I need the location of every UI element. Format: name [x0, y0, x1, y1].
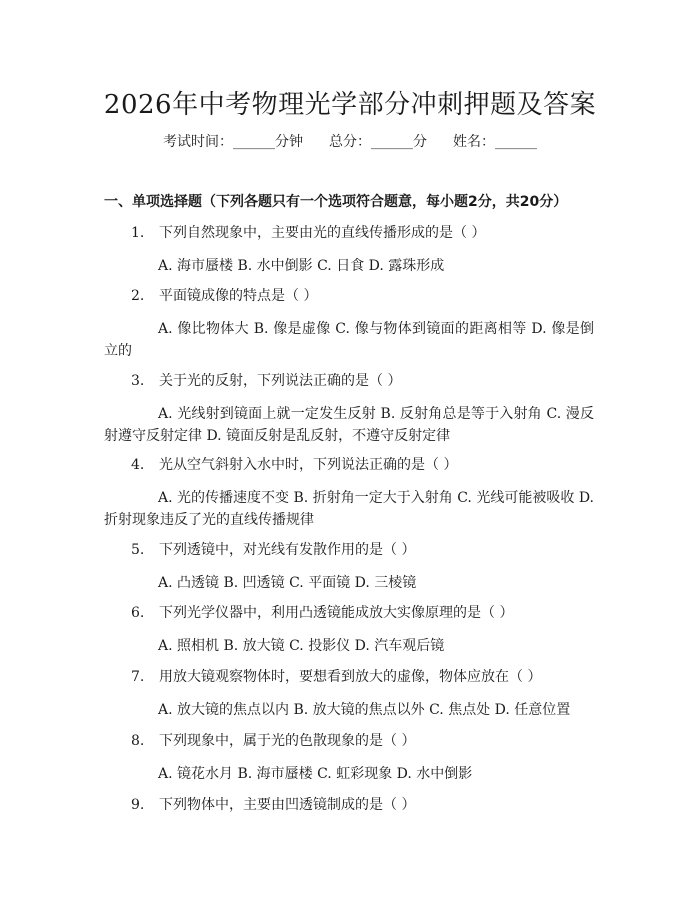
question-number: 9.: [131, 797, 145, 813]
question-stem: 光从空气斜射入水中时，下列说法正确的是（ ）: [159, 457, 458, 473]
question-number: 4.: [131, 457, 145, 473]
exam-time-field: 考试时间：______分钟: [163, 134, 303, 150]
total-score-field: 总分：______分: [329, 134, 427, 150]
question-stem: 下列透镜中，对光线有发散作用的是（ ）: [159, 542, 416, 558]
question-stem: 下列现象中，属于光的色散现象的是（ ）: [159, 733, 416, 749]
exam-meta: [0, 131, 700, 151]
question-number: 5.: [131, 542, 145, 558]
question-options: A. 放大镜的焦点以内 B. 放大镜的焦点以外 C. 焦点处 D. 任意位置: [158, 702, 571, 718]
question-number: 8.: [131, 733, 145, 749]
question-stem: 用放大镜观察物体时，要想看到放大的虚像，物体应放在（ ）: [159, 669, 542, 685]
question-number: 3.: [131, 373, 145, 389]
name-field: 姓名：______: [453, 134, 537, 150]
question-stem: 下列自然现象中，主要由光的直线传播形成的是（ ）: [159, 225, 486, 241]
question-options: A. 凸透镜 B. 凹透镜 C. 平面镜 D. 三棱镜: [158, 575, 417, 591]
question-stem: 下列光学仪器中，利用凸透镜能成放大实像原理的是（ ）: [159, 605, 514, 621]
question-stem: 平面镜成像的特点是（ ）: [159, 288, 318, 304]
question-options: A. 像比物体大 B. 像是虚像 C. 像与物体到镜面的距离相等 D. 像是倒立的: [104, 321, 594, 359]
question-number: 6.: [131, 605, 145, 621]
question-number: 2.: [131, 288, 145, 304]
question-number: 1.: [131, 225, 145, 241]
question-options: A. 照相机 B. 放大镜 C. 投影仪 D. 汽车观后镜: [158, 638, 445, 654]
page-title: 2026年中考物理光学部分冲刺押题及答案: [103, 90, 597, 120]
question-stem: 下列物体中，主要由凹透镜制成的是（ ）: [159, 797, 416, 813]
question-options: A. 光的传播速度不变 B. 折射角一定大于入射角 C. 光线可能被吸收 D. 折射现象违反了光的直线传播规律: [104, 490, 594, 528]
question-options: A. 海市蜃楼 B. 水中倒影 C. 日食 D. 露珠形成: [158, 258, 445, 274]
question-options: A. 镜花水月 B. 海市蜃楼 C. 虹彩现象 D. 水中倒影: [158, 766, 473, 782]
question-options: A. 光线射到镜面上就一定发生反射 B. 反射角总是等于入射角 C. 漫反射遵守反射定律 D. 镜面反射是乱反射，不遵守反射定律: [104, 406, 594, 444]
question-stem: 关于光的反射，下列说法正确的是（ ）: [159, 373, 402, 389]
question-number: 7.: [131, 669, 145, 685]
section-title: 一、单项选择题（下列各题只有一个选项符合题意，每小题2分，共20分）: [104, 194, 568, 210]
